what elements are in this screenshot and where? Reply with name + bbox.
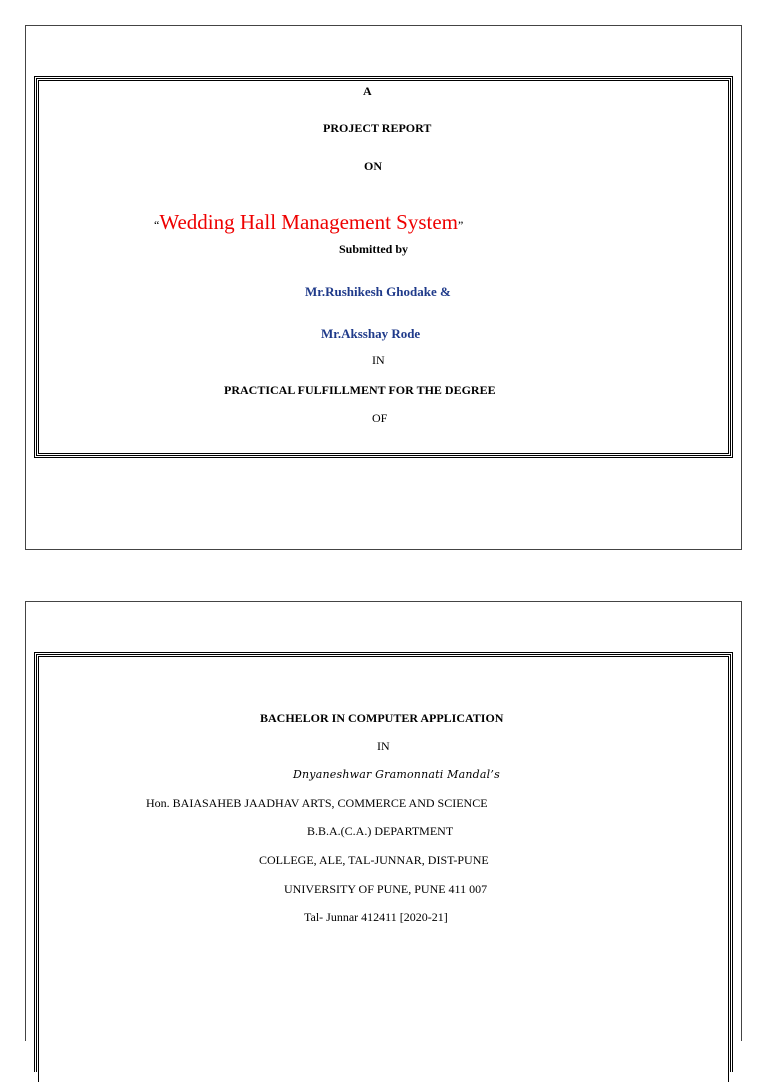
author-1: Mr.Rushikesh Ghodake & [305, 284, 451, 299]
line-in: IN [372, 353, 385, 367]
line-project-report: PROJECT REPORT [323, 121, 432, 135]
document-page-1 [25, 25, 742, 550]
mandal-name: Dnyaneshwar Gramonnati Mandal’s [293, 768, 500, 781]
author-2: Mr.Aksshay Rode [321, 326, 421, 341]
college-location: COLLEGE, ALE, TAL-JUNNAR, DIST-PUNE [259, 853, 489, 867]
title-text: Wedding Hall Management System [159, 210, 458, 234]
degree-name: BACHELOR IN COMPUTER APPLICATION [260, 711, 504, 725]
college-name: Hon. BAIASAHEB JAADHAV ARTS, COMMERCE AND SCIENCE [146, 796, 488, 810]
submitted-by: Submitted by [339, 242, 409, 256]
university-name: UNIVERSITY OF PUNE, PUNE 411 007 [284, 882, 488, 896]
title-close-quote: ” [458, 218, 464, 232]
document-page-2 [25, 601, 742, 1041]
department-name: B.B.A.(C.A.) DEPARTMENT [307, 824, 454, 838]
line-of: OF [372, 411, 388, 425]
degree-fulfillment: PRACTICAL FULFILLMENT FOR THE DEGREE [224, 383, 496, 397]
line-a: A [363, 84, 372, 98]
taluka-and-year: Tal- Junnar 412411 [2020-21] [304, 910, 448, 924]
line-in: IN [377, 739, 390, 753]
project-title [154, 210, 463, 235]
line-on: ON [364, 159, 382, 173]
title-open-quote: “ [154, 218, 160, 232]
